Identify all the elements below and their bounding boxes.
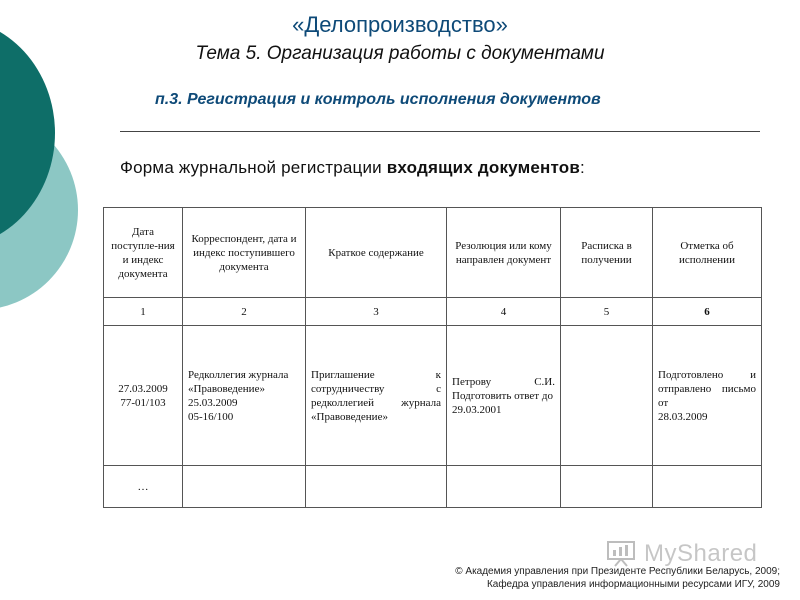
resolution-cell bbox=[447, 326, 561, 466]
column-number: 6 bbox=[653, 298, 762, 326]
table-header-cell: Резолюция или кому направлен документ bbox=[447, 208, 561, 298]
table-header-cell: Краткое содержание bbox=[306, 208, 447, 298]
empty-cell bbox=[653, 466, 762, 508]
footer-line: © Академия управления при Президенте Республики Беларусь, 2009; bbox=[455, 566, 780, 577]
form-heading-bold: входящих документов bbox=[386, 158, 581, 177]
correspondent-date: 25.03.2009 bbox=[188, 396, 238, 409]
table-row-continuation bbox=[104, 466, 762, 508]
empty-cell bbox=[183, 466, 306, 508]
date-index-cell bbox=[104, 326, 183, 466]
watermark-text: MyShared bbox=[644, 540, 758, 567]
table-header-cell: Отметка об исполнении bbox=[653, 208, 762, 298]
form-heading-suffix: : bbox=[580, 158, 585, 177]
empty-cell bbox=[561, 466, 653, 508]
registration-journal-table bbox=[103, 207, 762, 508]
resolution-deadline: 29.03.2001 bbox=[452, 403, 502, 416]
presentation-board-icon bbox=[606, 538, 636, 568]
form-heading-prefix: Форма журнальной регистрации bbox=[120, 158, 387, 177]
execution-text: Подготовлено и отправлено письмо от bbox=[658, 368, 756, 409]
correspondent-name: Редколлегия журнала «Правоведение» bbox=[188, 368, 289, 395]
empty-cell bbox=[447, 466, 561, 508]
divider bbox=[120, 131, 760, 132]
ellipsis-cell: … bbox=[104, 466, 183, 508]
receipt-date: 27.03.2009 bbox=[118, 382, 168, 395]
table-header-cell: Дата поступле-ния и индекс документа bbox=[104, 208, 183, 298]
column-number: 1 bbox=[104, 298, 183, 326]
section-heading: п.3. Регистрация и контроль исполнения документов bbox=[155, 91, 601, 108]
table-header-cell: Расписка в получении bbox=[561, 208, 653, 298]
empty-cell bbox=[306, 466, 447, 508]
form-heading bbox=[120, 158, 585, 178]
footer bbox=[455, 565, 780, 591]
footer-line: Кафедра управления информационными ресурсами ИГУ, 2009 bbox=[486, 579, 780, 590]
slide-title: «Делопроизводство» bbox=[292, 12, 508, 37]
correspondent-cell bbox=[183, 326, 306, 466]
correspondent-index: 05-16/100 bbox=[188, 410, 234, 423]
column-number: 5 bbox=[561, 298, 653, 326]
summary-cell: Приглашение к сотрудничеству с редколлегией журнала «Правоведение» bbox=[306, 326, 447, 466]
table-header-cell: Корреспондент, дата и индекс поступившего документа bbox=[183, 208, 306, 298]
table-row bbox=[104, 326, 762, 466]
execution-date: 28.03.2009 bbox=[658, 410, 708, 423]
column-number: 4 bbox=[447, 298, 561, 326]
execution-cell bbox=[653, 326, 762, 466]
column-number: 2 bbox=[183, 298, 306, 326]
receipt-cell bbox=[561, 326, 653, 466]
column-number: 3 bbox=[306, 298, 447, 326]
table-number-row bbox=[104, 298, 762, 326]
slide-subtitle: Тема 5. Организация работы с документами bbox=[195, 43, 605, 64]
resolution-text: Петрову С.И. Подготовить ответ до bbox=[452, 375, 555, 402]
table-header-row bbox=[104, 208, 762, 298]
receipt-index: 77-01/103 bbox=[120, 396, 166, 409]
